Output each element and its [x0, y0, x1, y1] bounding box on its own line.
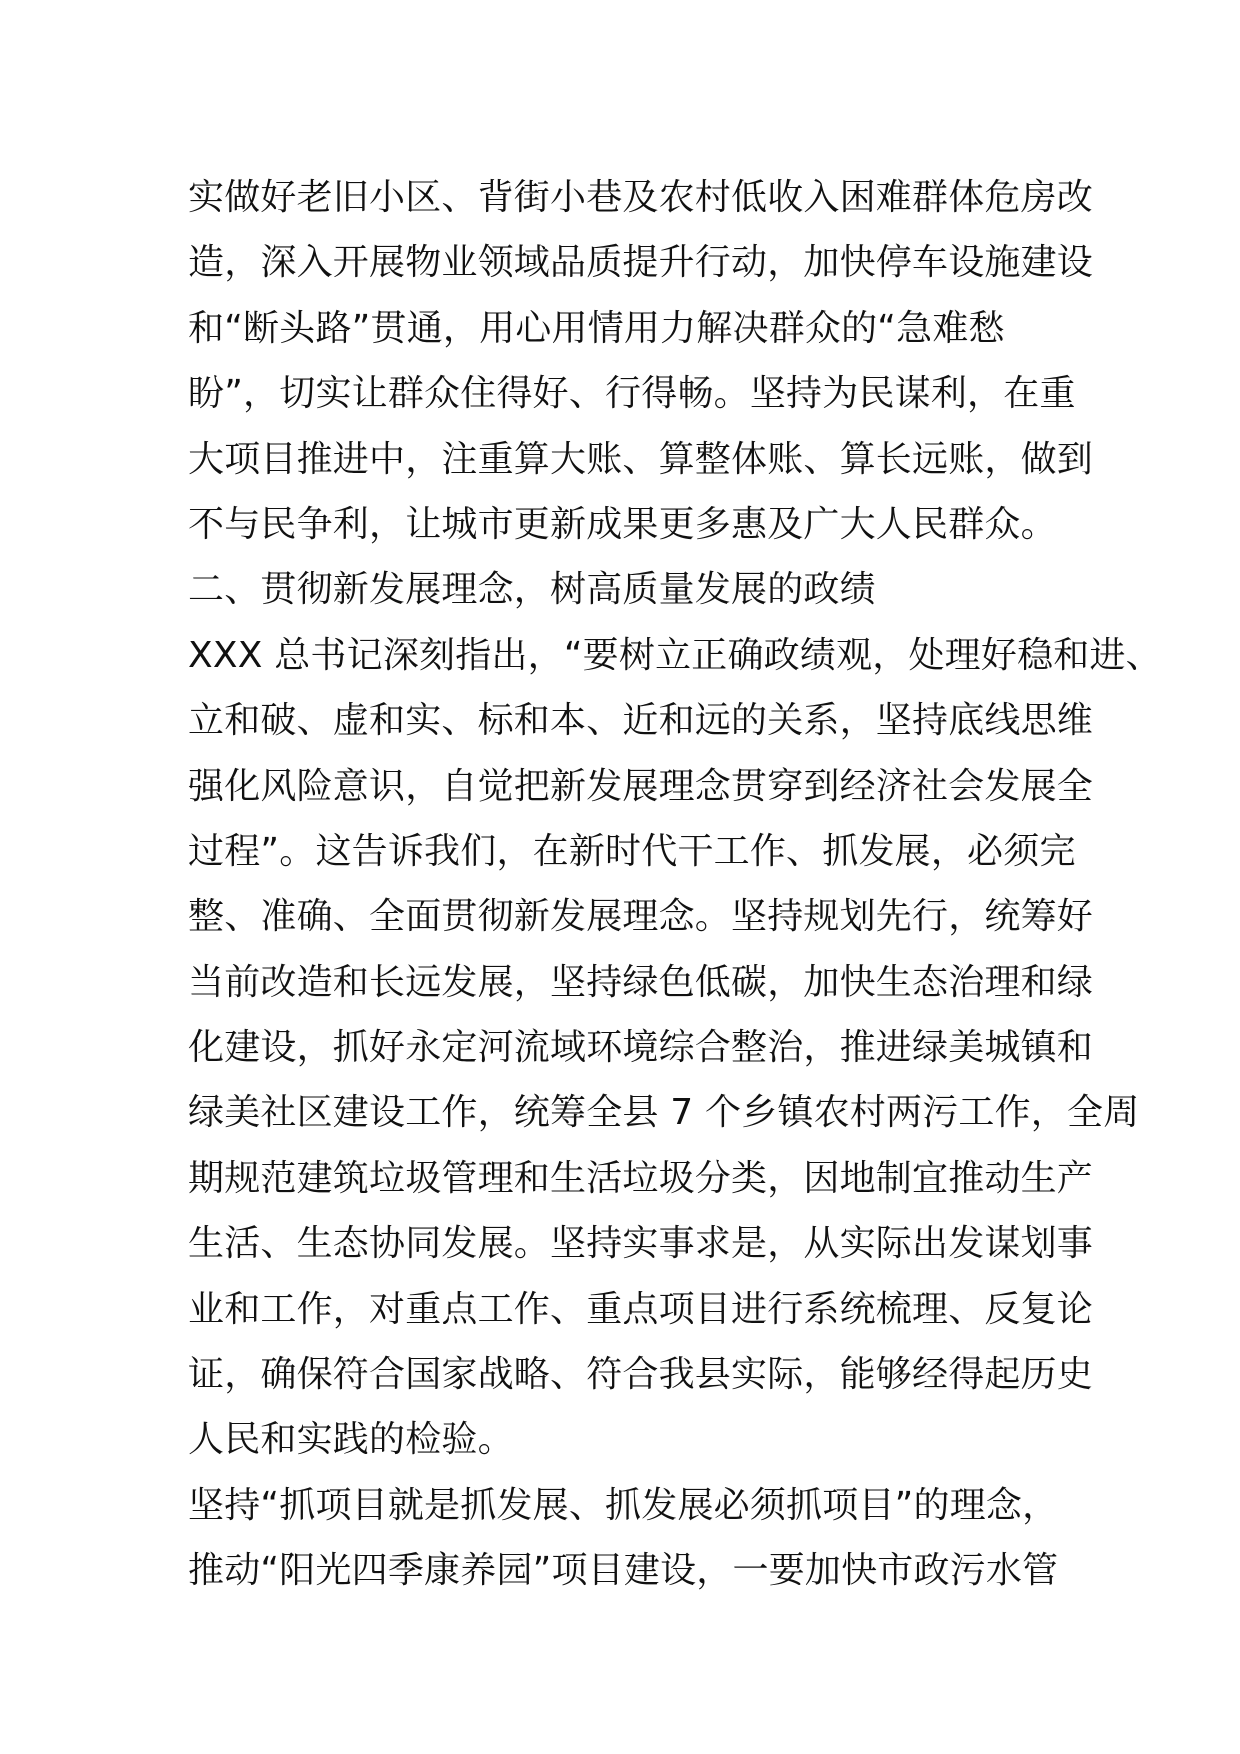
text-line: 化建设，抓好永定河流域环境综合整治，推进绿美城镇和 [188, 1027, 1094, 1069]
text-line: 期规范建筑垃圾管理和生活垃圾分类，因地制宜推动生产 [188, 1157, 1094, 1199]
text-line: 过程”。这告诉我们，在新时代干工作、抓发展，必须完 [188, 830, 1076, 872]
text-line: 生活、生态协同发展。坚持实事求是，从实际出发谋划事 [188, 1223, 1094, 1265]
text-line: 推动“阳光四季康养园”项目建设，一要加快市政污水管 [188, 1550, 1059, 1592]
text-line: 当前改造和长远发展，坚持绿色低碳，加快生态治理和绿 [188, 961, 1094, 1003]
text-line: 不与民争利，让城市更新成果更多惠及广大人民群众。 [188, 503, 1057, 545]
text-line: 人民和实践的检验。 [188, 1419, 514, 1461]
text-line: 实做好老旧小区、背街小巷及农村低收入困难群体危房改 [188, 177, 1094, 218]
text-line: 大项目推进中，注重算大账、算整体账、算长远账，做到 [188, 438, 1094, 480]
text-line: 造，深入开展物业领域品质提升行动，加快停车设施建设 [188, 242, 1094, 284]
text-line: 坚持“抓项目就是抓发展、抓发展必须抓项目”的理念， [188, 1484, 1059, 1526]
text-line: 绿美社区建设工作，统筹全县 7 个乡镇农村两污工作，全周 [188, 1092, 1140, 1134]
section-heading: 二、贯彻新发展理念，树高质量发展的政绩 [188, 569, 876, 611]
text-line: XXX 总书记深刻指出，“要树立正确政绩观，处理好稳和进、 [188, 634, 1162, 676]
text-line: 整、准确、全面贯彻新发展理念。坚持规划先行，统筹好 [188, 896, 1094, 938]
text-line: 业和工作，对重点工作、重点项目进行系统梳理、反复论 [188, 1288, 1094, 1330]
text-line: 和“断头路”贯通，用心用情用力解决群众的“急难愁 [188, 307, 1005, 349]
text-line: 立和破、虚和实、标和本、近和远的关系，坚持底线思维 [188, 700, 1094, 742]
text-line: 强化风险意识，自觉把新发展理念贯穿到经济社会发展全 [188, 765, 1094, 807]
text-line: 盼”，切实让群众住得好、行得畅。坚持为民谋利，在重 [188, 373, 1076, 415]
text-line: 证，确保符合国家战略、符合我县实际，能够经得起历史 [188, 1354, 1094, 1396]
document-body [188, 165, 1162, 1604]
